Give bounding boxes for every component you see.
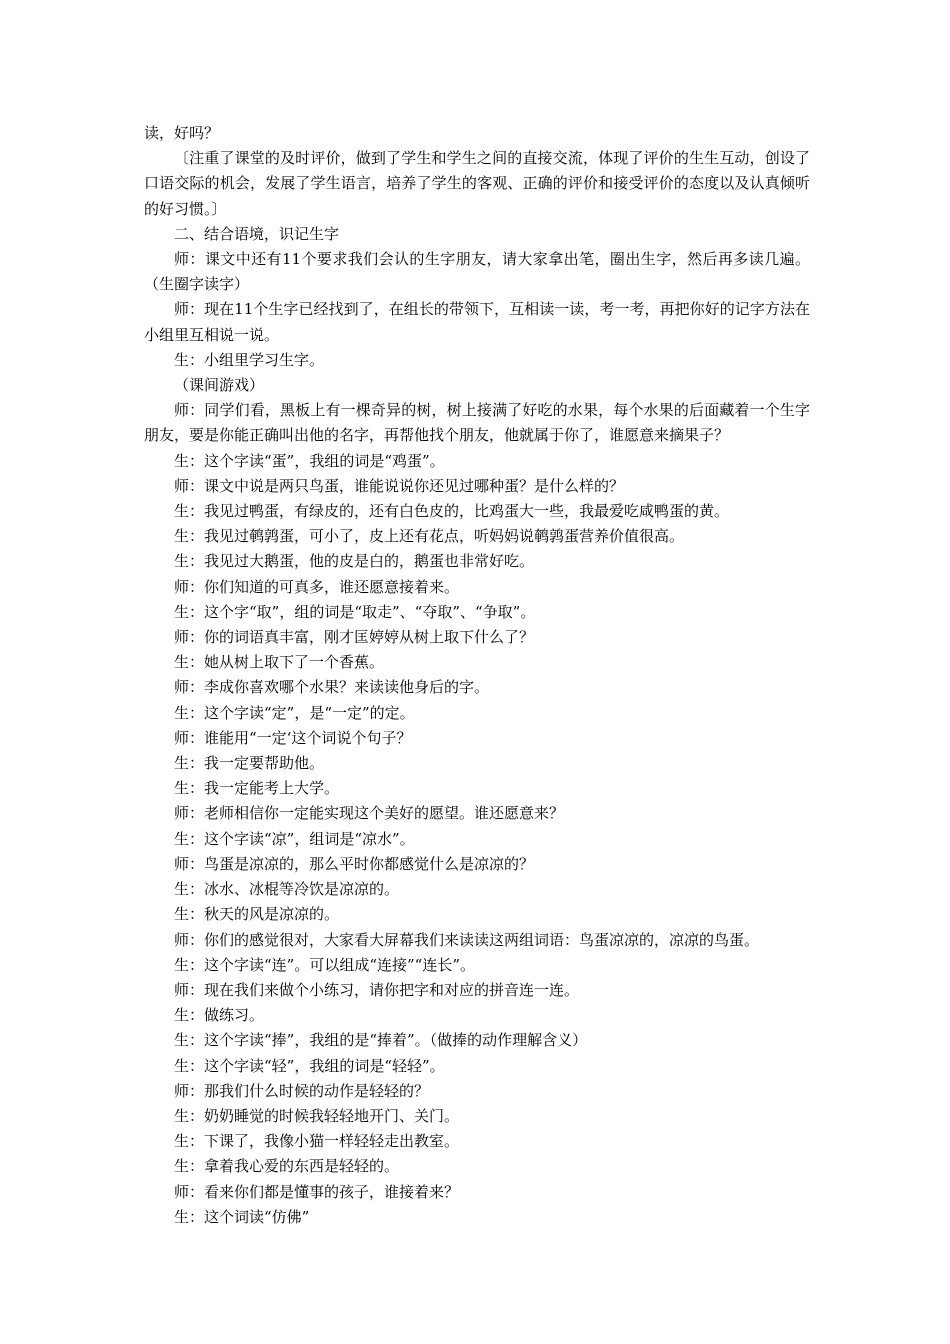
paragraph: 生：她从树上取下了一个香蕉。	[174, 653, 385, 672]
paragraph: 生：我一定要帮助他。	[174, 754, 325, 773]
paragraph: 生：这个字读“捧”，我组的是“捧着”。（做捧的动作理解含义）	[174, 1031, 588, 1050]
paragraph: 师：你的词语真丰富，刚才匡婷婷从树上取下什么了？	[174, 628, 535, 647]
paragraph: 师：你们知道的可真多，谁还愿意接着来。	[174, 577, 460, 596]
paragraph: 生：下课了，我像小猫一样轻轻走出教室。	[174, 1132, 460, 1151]
paragraph: 生：这个字读“轻”，我组的词是“轻轻”。	[174, 1056, 445, 1075]
paragraph: 生：我一定能考上大学。	[174, 779, 340, 798]
paragraph: 生：拿着我心爱的东西是轻轻的。	[174, 1157, 400, 1176]
paragraph: 师：现在我们来做个小练习，请你把字和对应的拼音连一连。	[174, 980, 580, 999]
paragraph: 生：这个词读“仿佛”	[174, 1207, 310, 1226]
paragraph: 生：冰水、冰棍等冷饮是凉凉的。	[174, 880, 400, 899]
paragraph: 师：老师相信你一定能实现这个美好的愿望。谁还愿意来？	[174, 804, 565, 823]
paragraph: 师：那我们什么时候的动作是轻轻的？	[174, 1081, 430, 1100]
paragraph: 师：鸟蛋是凉凉的，那么平时你都感觉什么是凉凉的？	[174, 854, 535, 873]
document-body	[144, 121, 810, 1230]
paragraph: 生：这个字读“凉”，组词是“凉水”。	[174, 829, 415, 848]
paragraph: 生：这个字“取”，组的词是“取走”、“夺取”、“争取”。	[174, 602, 536, 621]
paragraph: 师：课文中说是两只鸟蛋，谁能说说你还见过哪种蛋？是什么样的？	[174, 476, 625, 495]
paragraph: 生：我见过大鹅蛋，他的皮是白的，鹅蛋也非常好吃。	[174, 552, 535, 571]
paragraph: 生：秋天的风是凉凉的。	[174, 905, 340, 924]
paragraph: 师：同学们看，黑板上有一棵奇异的树，树上接满了好吃的水果，每个水果的后面藏着一个生字朋友，要是你能正确叫出他的名字，再帮他找个朋友，他就属于你了，谁愿意来摘果子？	[144, 401, 810, 445]
paragraph: 师：现在11个生字已经找到了，在组长的带领下，互相读一读，考一考，再把你好的记字方法在小组里互相说一说。	[144, 300, 810, 344]
paragraph: 师：你们的感觉很对，大家看大屏幕我们来读读这两组词语：鸟蛋凉凉的，凉凉的鸟蛋。	[174, 930, 760, 949]
paragraph: 师：课文中还有11个要求我们会认的生字朋友，请大家拿出笔，圈出生字，然后再多读几遍。（生圈字读字）	[144, 250, 810, 294]
paragraph: 读，好吗？	[144, 124, 220, 142]
paragraph: 〔注重了课堂的及时评价，做到了学生和学生之间的直接交流，体现了评价的生生互动，创设了口语交际的机会，发展了学生语言，培养了学生的客观、正确的评价和接受评价的态度以及认真倾听的好习惯。〕	[144, 149, 810, 218]
paragraph: （课间游戏）	[174, 376, 265, 395]
paragraph: 师：谁能用“一定‘这个词说个句子？	[174, 728, 412, 747]
paragraph: 生：奶奶睡觉的时候我轻轻地开门、关门。	[174, 1106, 460, 1125]
paragraph: 生：我见过鹌鹑蛋，可小了，皮上还有花点，听妈妈说鹌鹑蛋营养价值很高。	[174, 527, 685, 546]
paragraph: 生：这个字读“蛋”，我组的词是“鸡蛋”。	[174, 451, 445, 470]
paragraph: 师：看来你们都是懂事的孩子，谁接着来？	[174, 1182, 460, 1201]
paragraph: 生：这个字读“连”。可以组成“连接”“连长”。	[174, 955, 476, 974]
paragraph: 生：做练习。	[174, 1006, 265, 1025]
paragraph: 师：李成你喜欢哪个水果？来读读他身后的字。	[174, 678, 490, 697]
paragraph: 二、结合语境，识记生字	[174, 224, 340, 243]
paragraph: 生：我见过鸭蛋，有绿皮的，还有白色皮的，比鸡蛋大一些，我最爱吃咸鸭蛋的黄。	[174, 502, 730, 521]
paragraph: 生：小组里学习生字。	[174, 350, 325, 369]
paragraph: 生：这个字读“定”，是“一定”的定。	[174, 703, 415, 722]
